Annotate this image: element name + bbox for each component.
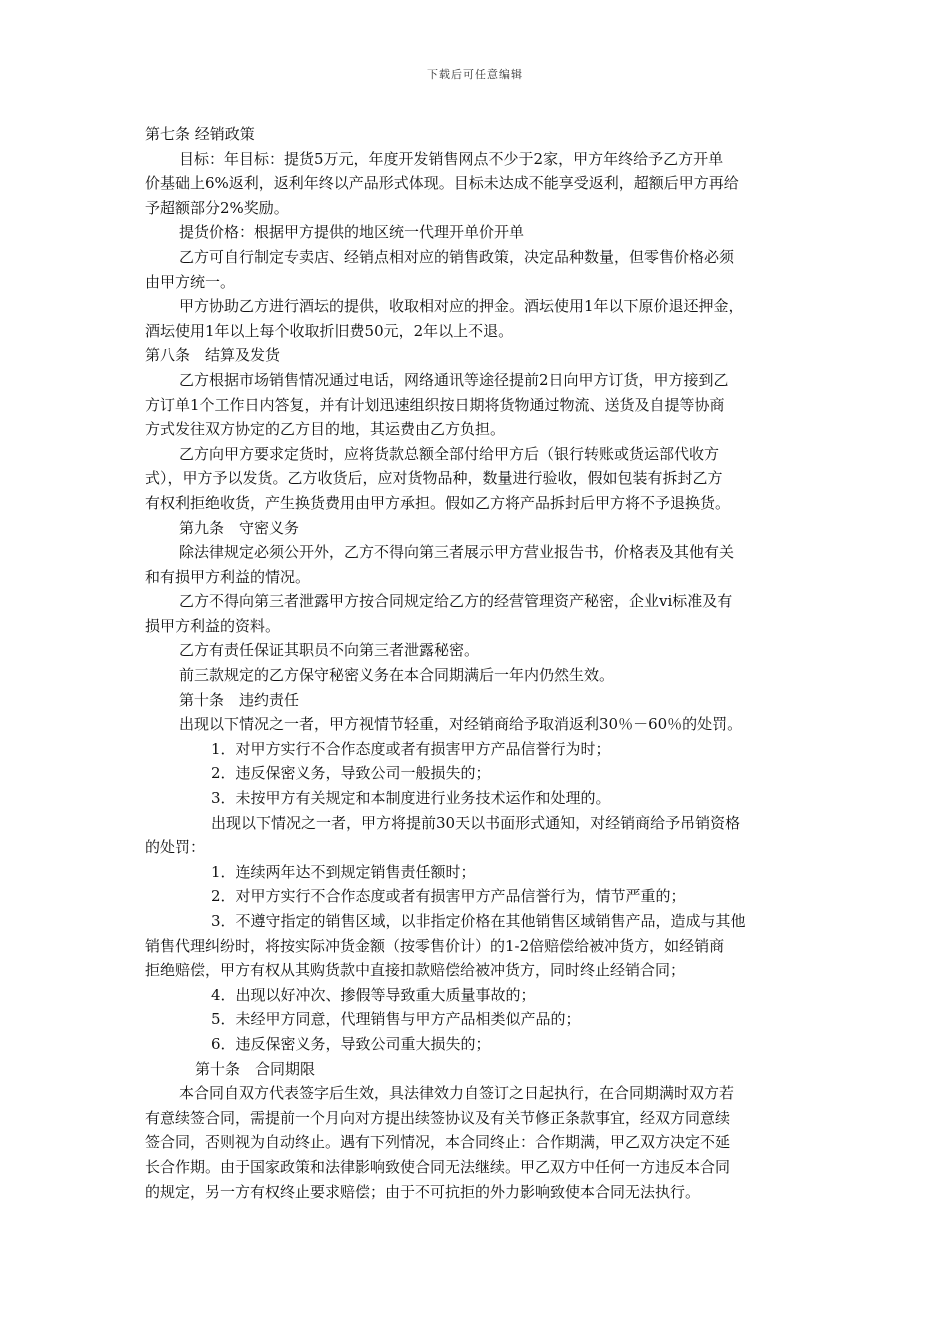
text-line: 式），甲方予以发货。乙方收货后，应对货物品种，数量进行验收，假如包装有拆封乙方: [145, 469, 723, 488]
text-line: 乙方有责任保证其职员不向第三者泄露秘密。: [179, 641, 480, 660]
text-line: 长合作期。由于国家政策和法律影响致使合同无法继续。甲乙双方中任何一方违反本合同: [145, 1157, 731, 1176]
text-line: 出现以下情况之一者，甲方视情节轻重，对经销商给予取消返利30％－60％的处罚。: [179, 715, 743, 734]
text-line: 乙方根据市场销售情况通过电话，网络通讯等途径提前2日向甲方订货，甲方接到乙: [179, 370, 729, 389]
text-line: 第九条 守密义务: [179, 518, 300, 537]
text-line: 2．违反保密义务，导致公司一般损失的；: [211, 764, 491, 783]
text-line: 乙方可自行制定专卖店、经销点相对应的销售政策，决定品种数量，但零售价格必须: [179, 247, 735, 266]
text-line: 出现以下情况之一者，甲方将提前30天以书面形式通知，对经销商给予吊销资格: [211, 813, 741, 832]
text-line: 4．出现以好冲次、掺假等导致重大质量事故的；: [211, 985, 536, 1004]
text-line: 的处罚：: [145, 838, 206, 857]
text-line: 价基础上6%返利，返利年终以产品形式体现。目标未达成不能享受返利，超额后甲方再给: [145, 174, 739, 193]
text-line: 有权利拒绝收货，产生换货费用由甲方承担。假如乙方将产品拆封后甲方将不予退换货。: [145, 493, 731, 512]
text-line: 第七条 经销政策: [145, 125, 255, 143]
text-line: 酒坛使用1年以上每个收取折旧费50元，2年以上不退。: [145, 321, 514, 340]
text-line: 本合同自双方代表签字后生效，具法律效力自签订之日起执行，在合同期满时双方若: [179, 1084, 735, 1103]
text-line: 5．未经甲方同意，代理销售与甲方产品相类似产品的；: [211, 1010, 581, 1029]
text-line: 方式发往双方协定的乙方目的地，其运费由乙方负担。: [145, 420, 506, 439]
text-line: 2．对甲方实行不合作态度或者有损害甲方产品信誉行为，情节严重的；: [211, 887, 686, 906]
text-line: 方订单1个工作日内答复，并有计划迅速组织按日期将货物通过物流、送货及自提等协商: [145, 395, 725, 414]
text-line: 6．违反保密义务，导致公司重大损失的；: [211, 1034, 491, 1053]
text-line: 甲方协助乙方进行酒坛的提供，收取相对应的押金。酒坛使用1年以下原价退还押金，: [179, 297, 744, 316]
text-line: 3．未按甲方有关规定和本制度进行业务技术运作和处理的。: [211, 789, 611, 808]
text-line: 签合同，否则视为自动终止。遇有下列情况，本合同终止：合作期满，甲乙双方决定不延: [145, 1133, 731, 1152]
text-line: 乙方向甲方要求定货时，应将货款总额全部付给甲方后（银行转账或货运部代收方: [179, 444, 720, 463]
text-line: 乙方不得向第三者泄露甲方按合同规定给乙方的经营管理资产秘密，企业vi标准及有: [179, 592, 733, 611]
text-line: 的规定，另一方有权终止要求赔偿；由于不可抗拒的外力影响致使本合同无法执行。: [145, 1182, 701, 1201]
text-line: 损甲方利益的资料。: [145, 616, 281, 635]
text-line: 第十条 合同期限: [195, 1059, 316, 1078]
text-line: 拒绝赔偿，甲方有权从其购货款中直接扣款赔偿给被冲货方，同时终止经销合同；: [145, 961, 686, 980]
text-line: 销售代理纠纷时，将按实际冲货金额（按零售价计）的1-2倍赔偿给被冲货方，如经销商: [145, 936, 725, 955]
text-line: 提货价格：根据甲方提供的地区统一代理开单价开单: [179, 223, 525, 242]
text-line: 予超额部分2%奖励。: [145, 198, 289, 217]
text-line: 和有损甲方利益的情况。: [145, 567, 311, 586]
text-line: 目标：年目标：提货5万元，年度开发销售网点不少于2家，甲方年终给予乙方开单: [179, 149, 724, 168]
text-line: 有意续签合同，需提前一个月向对方提出续签协议及有关节修正条款事宜，经双方同意续: [145, 1108, 731, 1127]
text-line: 第十条 违约责任: [179, 690, 300, 709]
text-line: 1．连续两年达不到规定销售责任额时；: [211, 862, 476, 881]
text-line: 第八条 结算及发货: [145, 346, 281, 365]
text-line: 除法律规定必须公开外，乙方不得向第三者展示甲方营业报告书，价格表及其他有关: [179, 543, 735, 562]
text-line: 1．对甲方实行不合作态度或者有损害甲方产品信誉行为时；: [211, 739, 611, 758]
document-body: [145, 122, 813, 1204]
text-line: 由甲方统一。: [145, 272, 236, 291]
page-header: 下载后可任意编辑: [427, 68, 523, 81]
text-line: 前三款规定的乙方保守秘密义务在本合同期满后一年内仍然生效。: [179, 666, 615, 685]
text-line: 3．不遵守指定的销售区域，以非指定价格在其他销售区域销售产品，造成与其他: [211, 912, 746, 930]
